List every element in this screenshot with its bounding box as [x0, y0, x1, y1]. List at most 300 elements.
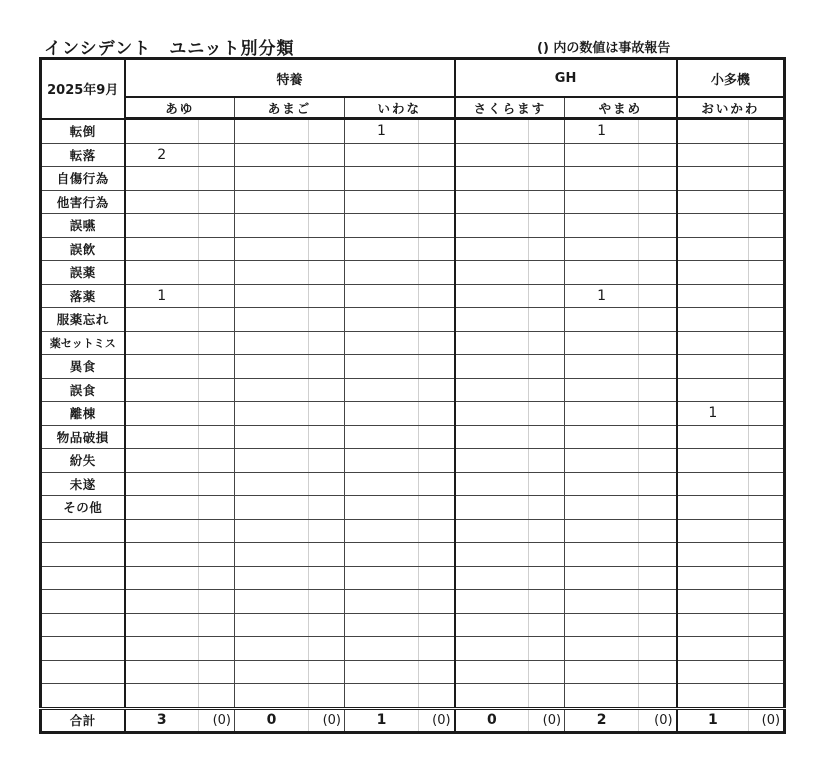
incident-count-cell	[345, 261, 419, 285]
incident-count-cell	[677, 449, 749, 473]
accident-count-cell	[419, 425, 455, 449]
incident-count-cell	[235, 449, 309, 473]
accident-count-cell	[529, 167, 565, 191]
category-label	[41, 590, 125, 614]
incident-count-cell: 1	[565, 284, 639, 308]
accident-count-cell	[309, 308, 345, 332]
accident-count-cell	[419, 472, 455, 496]
table-row	[41, 543, 785, 567]
incident-count-cell	[455, 378, 529, 402]
accident-count-cell	[529, 637, 565, 661]
incident-count-cell	[125, 355, 199, 379]
accident-count-cell	[309, 472, 345, 496]
accident-count-cell	[639, 543, 677, 567]
incident-count-cell	[455, 237, 529, 261]
incident-count-cell	[125, 590, 199, 614]
accident-count-cell	[749, 425, 785, 449]
category-label: 転落	[41, 143, 125, 167]
incident-count-cell	[565, 237, 639, 261]
accident-count-cell	[199, 402, 235, 426]
accident-count-cell	[199, 496, 235, 520]
incident-count-cell	[677, 425, 749, 449]
table-row	[41, 637, 785, 661]
incident-count-cell	[235, 190, 309, 214]
accident-count-cell	[639, 613, 677, 637]
accident-count-cell	[309, 519, 345, 543]
accident-count-cell	[199, 167, 235, 191]
incident-count-cell	[235, 167, 309, 191]
accident-count-cell	[639, 496, 677, 520]
incident-count-cell	[125, 613, 199, 637]
accident-count-cell	[309, 261, 345, 285]
incident-count-cell	[677, 590, 749, 614]
table-row	[41, 143, 785, 167]
incident-count-cell	[345, 543, 419, 567]
table-row	[41, 214, 785, 238]
incident-count-cell	[345, 190, 419, 214]
incident-count-cell	[455, 143, 529, 167]
category-label: その他	[41, 496, 125, 520]
accident-count-cell	[419, 119, 455, 144]
incident-count-cell	[455, 496, 529, 520]
incident-count-cell	[235, 496, 309, 520]
accident-count-cell	[419, 308, 455, 332]
incident-count-cell	[345, 308, 419, 332]
incident-count-cell	[565, 496, 639, 520]
incident-count-cell	[455, 355, 529, 379]
incident-count-cell	[235, 613, 309, 637]
total-count-cell: 0	[455, 708, 529, 732]
category-label	[41, 684, 125, 709]
accident-count-cell	[199, 214, 235, 238]
incident-count-cell	[235, 472, 309, 496]
accident-count-cell	[419, 590, 455, 614]
incident-count-cell	[125, 543, 199, 567]
accident-count-cell	[199, 284, 235, 308]
accident-count-cell	[529, 355, 565, 379]
accident-count-cell	[529, 190, 565, 214]
incident-count-cell	[125, 378, 199, 402]
incident-count-cell	[677, 637, 749, 661]
accident-count-cell	[639, 425, 677, 449]
incident-count-cell	[677, 237, 749, 261]
table-row	[41, 331, 785, 355]
accident-count-cell	[419, 190, 455, 214]
incident-count-cell	[565, 308, 639, 332]
accident-count-cell	[199, 613, 235, 637]
accident-count-cell	[749, 214, 785, 238]
accident-count-cell	[749, 472, 785, 496]
accident-count-cell	[199, 543, 235, 567]
total-accident-cell: (0)	[639, 708, 677, 732]
incident-count-cell	[677, 190, 749, 214]
incident-count-cell	[235, 237, 309, 261]
group-header-row	[41, 59, 785, 98]
incident-count-cell	[455, 284, 529, 308]
category-label: 服薬忘れ	[41, 308, 125, 332]
incident-count-cell	[565, 402, 639, 426]
accident-count-cell	[309, 684, 345, 709]
accident-count-cell	[639, 143, 677, 167]
accident-count-cell	[199, 472, 235, 496]
incident-count-cell	[677, 684, 749, 709]
incident-count-cell	[235, 308, 309, 332]
accident-count-cell	[199, 449, 235, 473]
incident-count-cell	[455, 660, 529, 684]
accident-count-cell	[639, 214, 677, 238]
incident-count-cell	[565, 355, 639, 379]
accident-count-cell	[199, 378, 235, 402]
accident-count-cell	[309, 637, 345, 661]
accident-count-cell	[419, 143, 455, 167]
accident-count-cell	[419, 402, 455, 426]
unit-header-amago: あまご	[235, 97, 345, 119]
incident-count-cell	[235, 355, 309, 379]
incident-count-cell: 1	[125, 284, 199, 308]
accident-count-cell	[749, 284, 785, 308]
accident-count-cell	[529, 284, 565, 308]
incident-count-cell	[125, 167, 199, 191]
accident-count-cell	[199, 355, 235, 379]
table-row	[41, 613, 785, 637]
accident-count-cell	[749, 637, 785, 661]
accident-count-cell	[749, 237, 785, 261]
accident-count-cell	[529, 402, 565, 426]
accident-count-cell	[749, 308, 785, 332]
accident-count-cell	[639, 472, 677, 496]
sheet-title: インシデント ユニット別分類	[44, 39, 295, 59]
unit-header-iwana: いわな	[345, 97, 455, 119]
incident-count-cell	[345, 402, 419, 426]
unit-header-ayu: あゆ	[125, 97, 235, 119]
incident-table	[39, 57, 786, 734]
incident-count-cell	[235, 660, 309, 684]
incident-count-cell: 1	[677, 402, 749, 426]
accident-count-cell	[419, 449, 455, 473]
accident-count-cell	[529, 543, 565, 567]
category-label: 紛失	[41, 449, 125, 473]
incident-count-cell	[677, 660, 749, 684]
accident-count-cell	[529, 237, 565, 261]
incident-count-cell	[455, 261, 529, 285]
accident-count-cell	[309, 143, 345, 167]
incident-count-cell	[345, 472, 419, 496]
incident-count-cell	[455, 190, 529, 214]
accident-count-cell	[529, 613, 565, 637]
unit-header-row	[41, 97, 785, 119]
table-row	[41, 190, 785, 214]
table-row	[41, 684, 785, 709]
group-header-shoutaki: 小多機	[677, 59, 785, 98]
incident-count-cell	[677, 566, 749, 590]
accident-count-cell	[639, 331, 677, 355]
accident-count-cell	[199, 237, 235, 261]
accident-count-cell	[529, 214, 565, 238]
accident-count-cell	[199, 331, 235, 355]
accident-count-cell	[419, 378, 455, 402]
accident-count-cell	[419, 214, 455, 238]
category-label: 異食	[41, 355, 125, 379]
accident-count-cell	[639, 190, 677, 214]
category-label	[41, 543, 125, 567]
accident-count-cell	[529, 378, 565, 402]
month-label: 2025年9月	[41, 59, 125, 119]
incident-count-cell	[125, 402, 199, 426]
accident-count-cell	[529, 472, 565, 496]
incident-count-cell	[345, 378, 419, 402]
incident-count-cell	[345, 519, 419, 543]
incident-count-cell	[677, 331, 749, 355]
incident-count-cell	[345, 660, 419, 684]
group-header-gh: GH	[455, 59, 677, 98]
category-label: 離棟	[41, 402, 125, 426]
group-header-tokuyou: 特養	[125, 59, 455, 98]
incident-count-cell	[677, 355, 749, 379]
accident-count-cell	[419, 637, 455, 661]
accident-count-cell	[749, 590, 785, 614]
accident-count-cell	[529, 119, 565, 144]
total-row	[41, 708, 785, 732]
accident-count-cell	[749, 543, 785, 567]
table-row	[41, 308, 785, 332]
accident-count-cell	[419, 543, 455, 567]
incident-count-cell	[235, 566, 309, 590]
accident-count-cell	[529, 308, 565, 332]
incident-count-cell	[565, 167, 639, 191]
incident-count-cell	[125, 119, 199, 144]
accident-count-cell	[419, 331, 455, 355]
incident-count-cell	[235, 143, 309, 167]
incident-count-cell	[565, 331, 639, 355]
incident-count-cell	[455, 425, 529, 449]
accident-count-cell	[749, 613, 785, 637]
accident-count-cell	[419, 660, 455, 684]
accident-count-cell	[309, 190, 345, 214]
table-row	[41, 496, 785, 520]
incident-count-cell	[125, 684, 199, 709]
total-count-cell: 0	[235, 708, 309, 732]
incident-count-cell	[677, 261, 749, 285]
table-row	[41, 519, 785, 543]
incident-count-cell	[677, 519, 749, 543]
incident-count-cell	[125, 261, 199, 285]
accident-count-cell	[309, 284, 345, 308]
incident-count-cell	[235, 402, 309, 426]
incident-count-cell	[565, 543, 639, 567]
accident-count-cell	[309, 590, 345, 614]
accident-count-cell	[639, 449, 677, 473]
accident-count-cell	[529, 449, 565, 473]
incident-count-cell	[565, 378, 639, 402]
accident-count-cell	[199, 308, 235, 332]
accident-count-cell	[749, 190, 785, 214]
incident-count-cell	[125, 660, 199, 684]
category-label: 転倒	[41, 119, 125, 144]
table-row	[41, 119, 785, 144]
accident-count-cell	[199, 519, 235, 543]
accident-count-cell	[749, 167, 785, 191]
accident-count-cell	[639, 378, 677, 402]
incident-count-cell	[677, 613, 749, 637]
incident-count-cell	[565, 566, 639, 590]
incident-count-cell	[345, 449, 419, 473]
accident-count-cell	[749, 684, 785, 709]
accident-count-cell	[749, 496, 785, 520]
accident-count-cell	[199, 143, 235, 167]
table-row	[41, 472, 785, 496]
incident-count-cell	[345, 355, 419, 379]
accident-count-cell	[749, 449, 785, 473]
accident-count-cell	[639, 684, 677, 709]
accident-count-cell	[199, 637, 235, 661]
accident-count-cell	[529, 143, 565, 167]
incident-count-cell	[565, 590, 639, 614]
incident-count-cell	[677, 543, 749, 567]
accident-count-cell	[749, 119, 785, 144]
incident-count-cell	[345, 590, 419, 614]
incident-count-cell	[345, 684, 419, 709]
category-label: 誤嚥	[41, 214, 125, 238]
incident-count-cell	[565, 684, 639, 709]
category-label: 薬セットミス	[41, 331, 125, 355]
incident-count-cell	[455, 613, 529, 637]
accident-count-cell	[529, 261, 565, 285]
incident-count-cell	[455, 214, 529, 238]
incident-count-cell	[565, 660, 639, 684]
incident-count-cell	[345, 167, 419, 191]
incident-count-cell	[455, 308, 529, 332]
category-label	[41, 519, 125, 543]
incident-count-cell	[565, 472, 639, 496]
accident-count-cell	[529, 660, 565, 684]
accident-count-cell	[749, 566, 785, 590]
accident-note: () 内の数値は事故報告	[537, 41, 671, 56]
accident-count-cell	[639, 167, 677, 191]
accident-count-cell	[199, 660, 235, 684]
category-label	[41, 660, 125, 684]
accident-count-cell	[419, 496, 455, 520]
incident-count-cell	[565, 190, 639, 214]
accident-count-cell	[749, 143, 785, 167]
incident-count-cell	[455, 684, 529, 709]
accident-count-cell	[529, 590, 565, 614]
table-row	[41, 378, 785, 402]
incident-count-cell	[677, 143, 749, 167]
accident-count-cell	[419, 519, 455, 543]
accident-count-cell	[529, 684, 565, 709]
unit-header-sakuramasu: さくらます	[455, 97, 565, 119]
incident-count-cell	[235, 261, 309, 285]
accident-count-cell	[639, 237, 677, 261]
category-label: 誤飲	[41, 237, 125, 261]
incident-count-cell	[125, 472, 199, 496]
incident-count-cell	[677, 378, 749, 402]
incident-count-cell	[455, 449, 529, 473]
accident-count-cell	[639, 284, 677, 308]
incident-count-cell	[125, 637, 199, 661]
incident-count-cell	[677, 167, 749, 191]
accident-count-cell	[309, 496, 345, 520]
accident-count-cell	[639, 660, 677, 684]
unit-header-yamame: やまめ	[565, 97, 677, 119]
incident-count-cell	[345, 613, 419, 637]
table-row	[41, 284, 785, 308]
total-count-cell: 1	[677, 708, 749, 732]
accident-count-cell	[639, 308, 677, 332]
incident-count-cell	[455, 167, 529, 191]
accident-count-cell	[309, 566, 345, 590]
accident-count-cell	[309, 613, 345, 637]
accident-count-cell	[749, 355, 785, 379]
accident-count-cell	[199, 684, 235, 709]
incident-count-cell	[235, 684, 309, 709]
accident-count-cell	[419, 237, 455, 261]
incident-count-cell	[565, 613, 639, 637]
category-label: 他害行為	[41, 190, 125, 214]
accident-count-cell	[639, 590, 677, 614]
incident-count-cell	[235, 519, 309, 543]
accident-count-cell	[199, 261, 235, 285]
incident-count-cell	[235, 331, 309, 355]
incident-count-cell	[455, 519, 529, 543]
table-row	[41, 355, 785, 379]
incident-count-cell	[125, 237, 199, 261]
incident-count-cell	[677, 284, 749, 308]
accident-count-cell	[309, 214, 345, 238]
accident-count-cell	[309, 237, 345, 261]
incident-count-cell	[345, 425, 419, 449]
incident-count-cell	[235, 543, 309, 567]
table-row	[41, 425, 785, 449]
incident-count-cell	[455, 402, 529, 426]
accident-count-cell	[529, 496, 565, 520]
incident-count-cell	[455, 590, 529, 614]
incident-count-cell	[345, 214, 419, 238]
category-label	[41, 566, 125, 590]
category-label	[41, 637, 125, 661]
category-label	[41, 613, 125, 637]
table-row	[41, 261, 785, 285]
accident-count-cell	[639, 566, 677, 590]
accident-count-cell	[419, 355, 455, 379]
incident-count-cell	[565, 143, 639, 167]
accident-count-cell	[749, 261, 785, 285]
incident-count-cell	[125, 566, 199, 590]
total-count-cell: 2	[565, 708, 639, 732]
accident-count-cell	[199, 119, 235, 144]
accident-count-cell	[199, 566, 235, 590]
total-accident-cell: (0)	[309, 708, 345, 732]
accident-count-cell	[749, 402, 785, 426]
accident-count-cell	[639, 637, 677, 661]
accident-count-cell	[639, 119, 677, 144]
accident-count-cell	[529, 331, 565, 355]
accident-count-cell	[309, 119, 345, 144]
accident-count-cell	[309, 167, 345, 191]
incident-count-cell	[677, 214, 749, 238]
incident-count-cell	[455, 637, 529, 661]
accident-count-cell	[639, 402, 677, 426]
accident-count-cell	[419, 167, 455, 191]
incident-count-cell	[677, 496, 749, 520]
incident-count-cell	[125, 449, 199, 473]
incident-count-cell	[125, 190, 199, 214]
incident-count-cell	[125, 308, 199, 332]
incident-count-cell	[345, 496, 419, 520]
category-label: 自傷行為	[41, 167, 125, 191]
accident-count-cell	[749, 331, 785, 355]
accident-count-cell	[199, 190, 235, 214]
